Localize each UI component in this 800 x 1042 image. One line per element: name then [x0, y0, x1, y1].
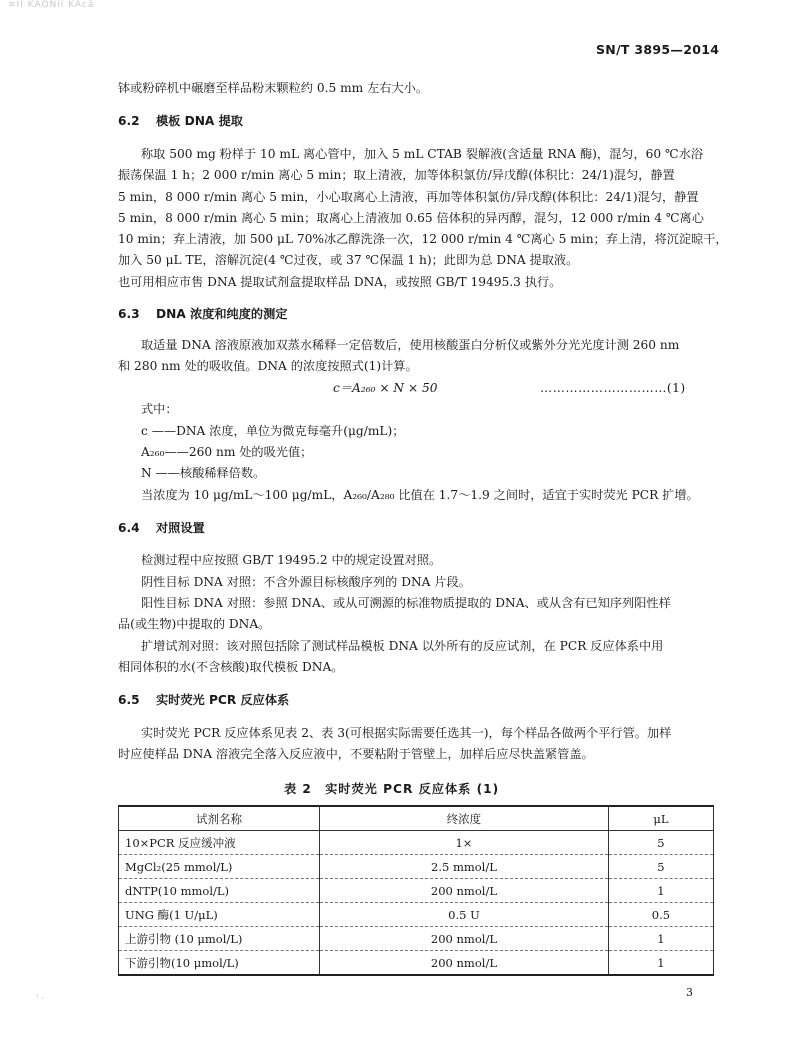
table-row	[119, 831, 714, 855]
table-header-cell: μL	[608, 806, 713, 831]
body-line: 取适量 DNA 溶液原液加双蒸水稀释一定倍数后，使用核酸蛋白分析仪或紫外分光光度计测 260 nm	[141, 338, 680, 352]
reagent-name-cell: dNTP(10 mmol/L)	[119, 879, 320, 903]
table-header-cell: 终浓度	[320, 806, 609, 831]
body-line: 检测过程中应按照 GB/T 19495.2 中的规定设置对照。	[141, 553, 442, 567]
section-number: 6.3	[118, 307, 140, 321]
reagent-name-cell: 上游引物 (10 μmol/L)	[119, 927, 320, 951]
page-number: 3	[686, 986, 693, 999]
volume-cell: 1	[608, 927, 713, 951]
body-line: 品(或生物)中提取的 DNA。	[118, 617, 271, 631]
reagent-name-cell: 10×PCR 反应缓冲液	[119, 831, 320, 855]
volume-cell: 1	[608, 879, 713, 903]
body-line: 钵或粉碎机中碾磨至样品粉末颗粒约 0.5 mm 左右大小。	[118, 81, 429, 95]
body-line: 当浓度为 10 μg/mL～100 μg/mL，A₂₆₀/A₂₈₀ 比值在 1.7～1.9 之间时，适宜于实时荧光 PCR 扩增。	[141, 488, 699, 502]
body-line: 和 280 nm 处的吸收值。DNA 的浓度按照式(1)计算。	[118, 359, 418, 373]
final-concentration-cell: 1×	[320, 831, 609, 855]
scan-speck: ' ·	[36, 994, 45, 1004]
volume-cell: 5	[608, 831, 713, 855]
section-heading-6-3	[118, 306, 288, 322]
body-line: 阳性目标 DNA 对照：参照 DNA、或从可溯源的标准物质提取的 DNA、或从含有已知序列阳性样	[141, 596, 671, 610]
symbol-definition: N ——核酸稀释倍数。	[141, 466, 266, 480]
section-heading-6-2	[118, 113, 243, 129]
table-row	[119, 855, 714, 879]
reaction-system-table	[118, 805, 714, 976]
body-line: 加入 50 μL TE，溶解沉淀(4 ℃过夜，或 37 ℃保温 1 h)；此即为总 DNA 提取液。	[118, 253, 579, 267]
reagent-name-cell: MgCl₂(25 mmol/L)	[119, 855, 320, 879]
table-row	[119, 903, 714, 927]
reagent-name-cell: 下游引物(10 μmol/L)	[119, 951, 320, 976]
formula-number: …………………………(1)	[540, 381, 686, 395]
body-line: 扩增试剂对照：该对照包括除了测试样品模板 DNA 以外所有的反应试剂，在 PCR 反应体系中用	[141, 639, 664, 653]
body-line: 相同体积的水(不含核酸)取代模板 DNA。	[118, 660, 344, 674]
section-title: 实时荧光 PCR 反应体系	[156, 693, 290, 707]
section-title: DNA 浓度和纯度的测定	[156, 307, 288, 321]
scan-watermark-text: ≡ÍÌ KÁÔNíí KÀcä	[8, 0, 95, 10]
final-concentration-cell: 2.5 mmol/L	[320, 855, 609, 879]
body-line: 振荡保温 1 h；2 000 r/min 离心 5 min；取上清液，加等体积氯仿/异戊醇(体积比：24/1)混匀，静置	[118, 168, 675, 182]
section-number: 6.2	[118, 114, 140, 128]
section-title: 模板 DNA 提取	[156, 114, 243, 128]
reagent-name-cell: UNG 酶(1 U/μL)	[119, 903, 320, 927]
table-header-row	[119, 806, 714, 831]
body-line: 式中：	[141, 402, 178, 416]
symbol-definition: c ——DNA 浓度，单位为微克每毫升(μg/mL)；	[141, 424, 405, 438]
section-number: 6.4	[118, 521, 140, 535]
volume-cell: 1	[608, 951, 713, 976]
table-title: 表 2 实时荧光 PCR 反应体系 (1)	[284, 782, 500, 796]
table-row	[119, 927, 714, 951]
section-title: 对照设置	[156, 521, 205, 535]
body-line: 时应使样品 DNA 溶液完全落入反应液中，不要粘附于管壁上，加样后应尽快盖紧管盖。	[118, 747, 594, 761]
volume-cell: 5	[608, 855, 713, 879]
body-line: 称取 500 mg 粉样于 10 mL 离心管中，加入 5 mL CTAB 裂解液(含适量 RNA 酶)，混匀，60 ℃水浴	[141, 147, 704, 161]
final-concentration-cell: 200 nmol/L	[320, 879, 609, 903]
final-concentration-cell: 200 nmol/L	[320, 927, 609, 951]
body-line: 5 min，8 000 r/min 离心 5 min；取离心上清液加 0.65 倍体积的异丙醇，混匀，12 000 r/min 4 ℃离心	[118, 211, 704, 225]
symbol-definition: A₂₆₀——260 nm 处的吸光值；	[141, 445, 313, 459]
section-heading-6-4	[118, 520, 205, 536]
standard-code-header: SN/T 3895—2014	[596, 42, 720, 57]
body-line: 也可用相应市售 DNA 提取试剂盒提取样品 DNA，或按照 GB/T 19495.3 执行。	[118, 275, 562, 289]
body-line: 10 min；弃上清液，加 500 μL 70%冰乙醇洗涤一次，12 000 r/min 4 ℃离心 5 min；弃上清，将沉淀晾干，	[118, 232, 728, 246]
table-header-cell: 试剂名称	[119, 806, 320, 831]
section-number: 6.5	[118, 693, 140, 707]
body-line: 实时荧光 PCR 反应体系见表 2、表 3(可根据实际需要任选其一)，每个样品各做两个平行管。加样	[141, 726, 672, 740]
table-row	[119, 879, 714, 903]
volume-cell: 0.5	[608, 903, 713, 927]
section-heading-6-5	[118, 692, 289, 708]
body-line: 5 min，8 000 r/min 离心 5 min，小心取离心上清液，再加等体积氯仿/异戊醇(体积比：24/1)混匀，静置	[118, 190, 699, 204]
concentration-formula: c＝A₂₆₀ × N × 50	[333, 381, 438, 395]
final-concentration-cell: 0.5 U	[320, 903, 609, 927]
body-line: 阴性目标 DNA 对照：不含外源目标核酸序列的 DNA 片段。	[141, 575, 471, 589]
table-row	[119, 951, 714, 976]
final-concentration-cell: 200 nmol/L	[320, 951, 609, 976]
